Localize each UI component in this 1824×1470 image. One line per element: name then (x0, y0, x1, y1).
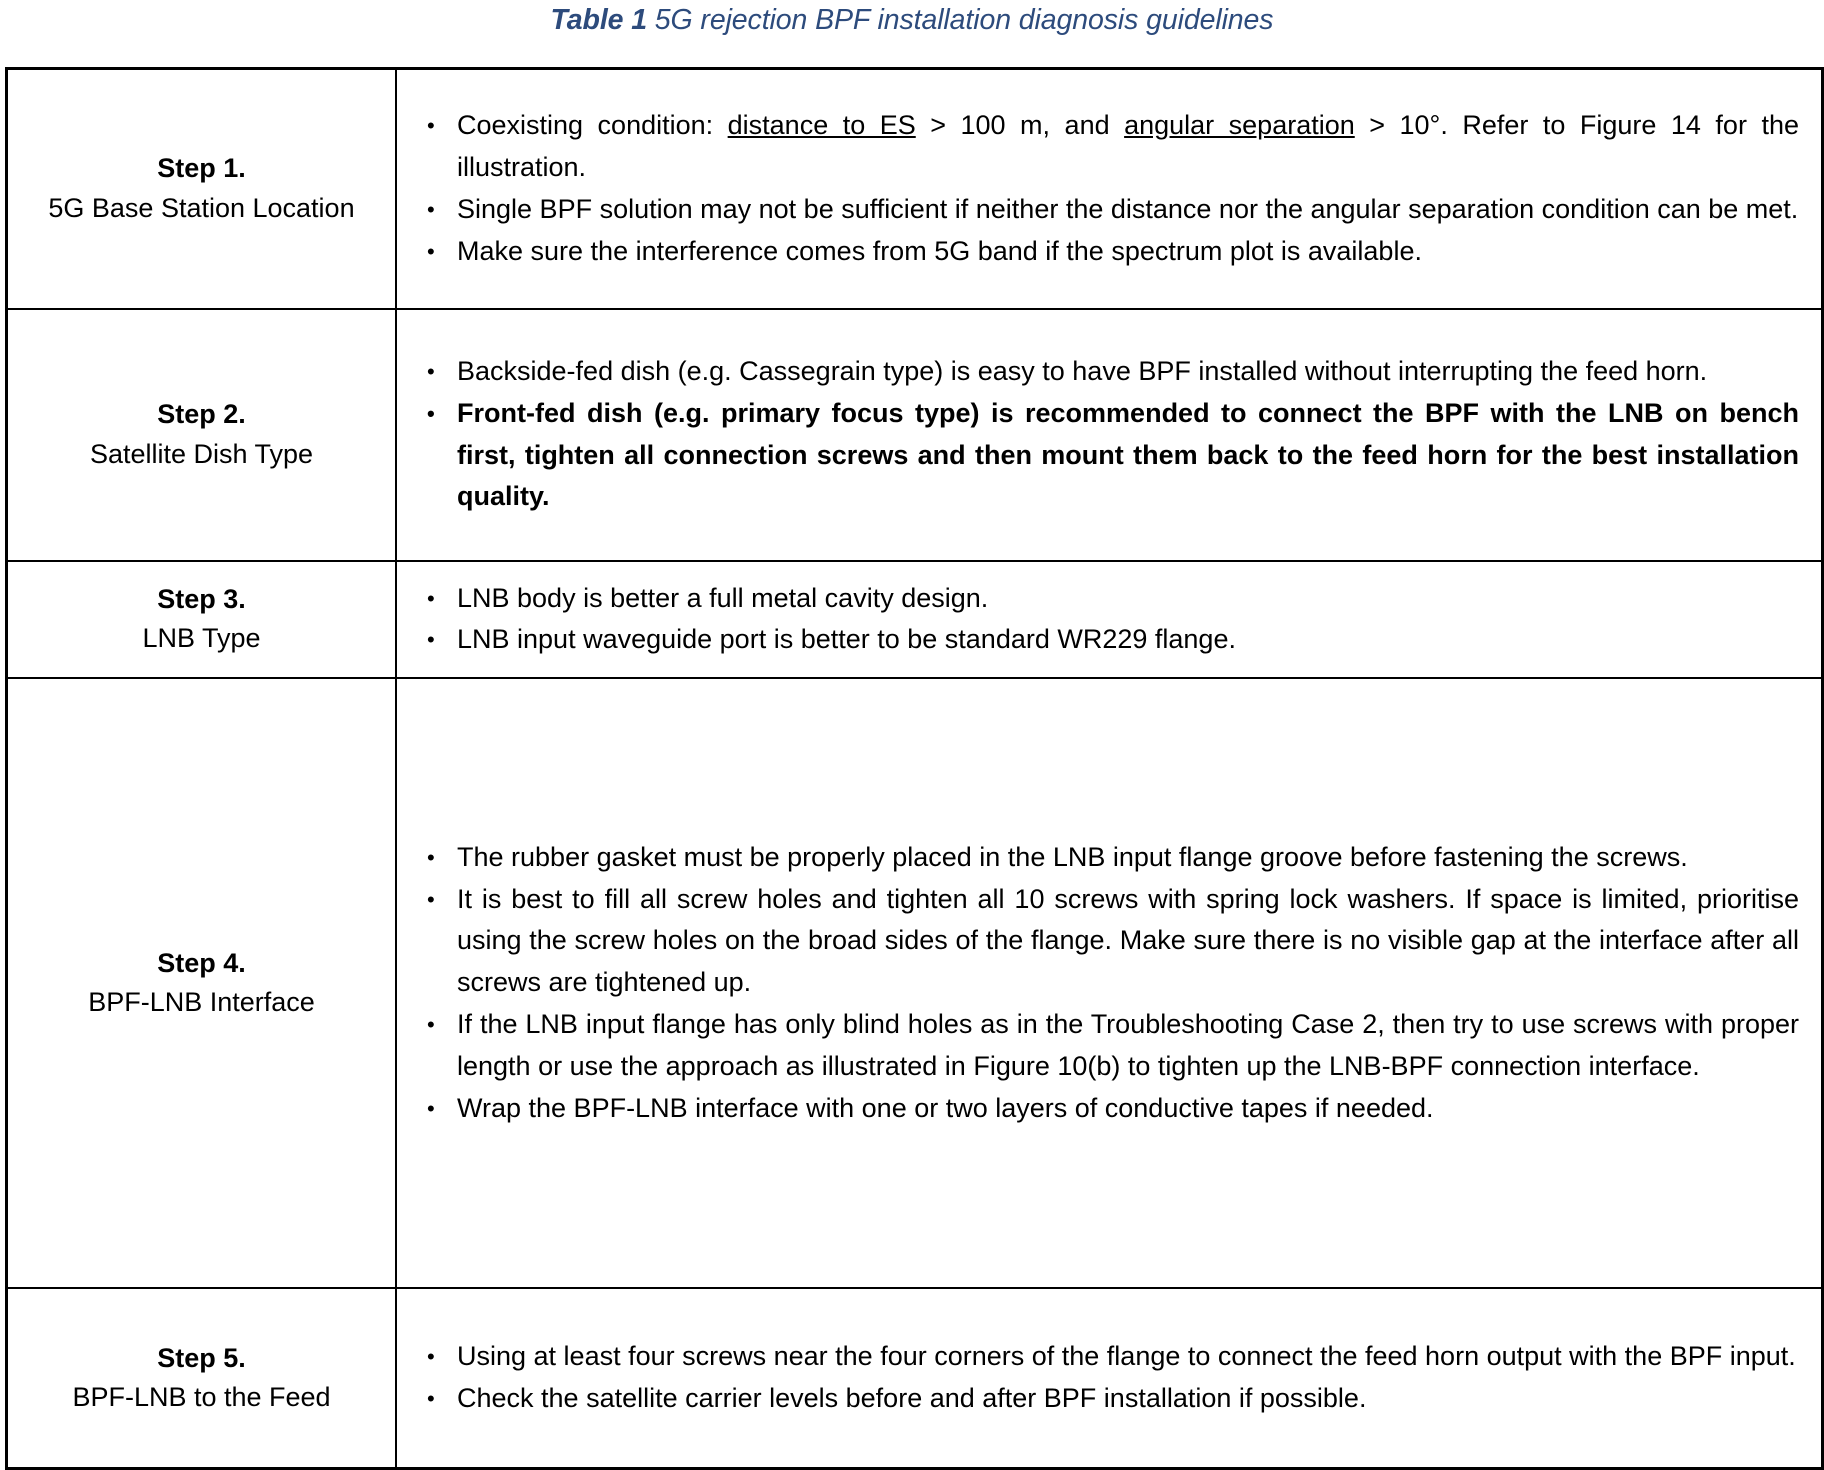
step-label-cell (7, 69, 397, 309)
bullet-list (411, 578, 1799, 662)
bullet-list (411, 837, 1799, 1131)
step-content (397, 821, 1821, 1147)
bullet-text: It is best to fill all screw holes and tighten all 10 screws with spring lock washers. If space is limited, prioritise using the screw holes on the broad sides of the flange. Make sure there is no visible gap at the interface after all screws are tightened up. (457, 883, 1799, 998)
step-content (397, 335, 1821, 535)
bullet-text: LNB input waveguide port is better to be standard WR229 flange. (457, 624, 1236, 655)
step-label-cell (7, 561, 397, 679)
bullet-text: Front-fed dish (e.g. primary focus type) is recommended to connect the BPF with the LNB on bench first, tighten all connection screws and then mount them back to the feed horn for the best installation quality. (457, 397, 1799, 512)
step-content (397, 1320, 1821, 1436)
bullet-text: Wrap the BPF-LNB interface with one or two layers of conductive tapes if needed. (457, 1093, 1434, 1124)
step-content-cell (396, 69, 1823, 309)
step-subtitle: Satellite Dish Type (89, 438, 314, 469)
table-caption-text: 5G rejection BPF installation diagnosis guidelines (646, 4, 1274, 36)
step-label (8, 139, 395, 238)
table-row (7, 1288, 1823, 1468)
bullet-list (411, 1336, 1799, 1420)
step-subtitle: 5G Base Station Location (48, 192, 355, 223)
bullet-text: Coexisting condition: (457, 109, 728, 140)
step-content (397, 562, 1821, 678)
bullet-text: Make sure the interference comes from 5G band if the spectrum plot is available. (457, 235, 1422, 266)
step-content-cell (396, 561, 1823, 679)
step-title: Step 2. (157, 398, 246, 429)
step-title: Step 1. (157, 153, 246, 184)
bullet-text: Using at least four screws near the four corners of the flange to connect the feed horn output with the BPF input. (457, 1341, 1796, 1372)
step-label (8, 385, 395, 484)
bullet-item (457, 393, 1799, 519)
step-content-cell (396, 678, 1823, 1288)
bullet-text: > 100 m, and (915, 109, 1125, 140)
underlined-term: distance to ES (727, 109, 916, 140)
bullet-text: Single BPF solution may not be sufficient if neither the distance nor the angular separation condition can be met. (457, 193, 1799, 224)
step-subtitle: LNB Type (142, 623, 261, 654)
bullet-item (457, 837, 1799, 879)
bullet-item (457, 1336, 1799, 1378)
step-label (8, 934, 395, 1033)
table-row (7, 69, 1823, 309)
step-subtitle: BPF-LNB to the Feed (72, 1382, 331, 1413)
table-row (7, 309, 1823, 561)
bullet-item (457, 578, 1799, 620)
bullet-item (457, 1378, 1799, 1420)
step-content (397, 89, 1821, 289)
step-label-cell (7, 309, 397, 561)
bullet-text: The rubber gasket must be properly placed in the LNB input flange groove before fastening the screws. (457, 841, 1688, 872)
table-row (7, 561, 1823, 679)
table-caption (0, 4, 1824, 37)
bullet-text: Backside-fed dish (e.g. Cassegrain type) is easy to have BPF installed without interrupting the feed horn. (457, 355, 1708, 386)
bullet-item (457, 231, 1799, 273)
step-label (8, 1329, 395, 1428)
bullet-list (411, 351, 1799, 519)
bullet-item (457, 619, 1799, 661)
bullet-text: Check the satellite carrier levels before and after BPF installation if possible. (457, 1383, 1367, 1414)
step-content-cell (396, 1288, 1823, 1468)
step-title: Step 4. (157, 947, 246, 978)
bullet-list (411, 105, 1799, 273)
guidelines-table (5, 67, 1824, 1470)
bullet-item (457, 1088, 1799, 1130)
underlined-term: angular separation (1124, 109, 1355, 140)
bullet-item (457, 351, 1799, 393)
step-content-cell (396, 309, 1823, 561)
bullet-text: > 10°. Refer to Figure 14 for the illustration. (457, 109, 1799, 182)
bullet-text: LNB body is better a full metal cavity design. (457, 582, 989, 613)
bullet-item (457, 1004, 1799, 1088)
table-caption-label: Table 1 (550, 4, 647, 36)
step-subtitle: BPF-LNB Interface (88, 987, 315, 1018)
bullet-text: If the LNB input flange has only blind holes as in the Troubleshooting Case 2, then try to use screws with proper length or use the approach as illustrated in Figure 10(b) to tighten up the LNB-BPF connection interface. (457, 1009, 1799, 1082)
table-row (7, 678, 1823, 1288)
bullet-item (457, 105, 1799, 189)
step-title: Step 3. (157, 583, 246, 614)
step-label-cell (7, 1288, 397, 1468)
step-label-cell (7, 678, 397, 1288)
step-label (8, 570, 395, 669)
table-body (7, 69, 1823, 1469)
bullet-item (457, 879, 1799, 1005)
step-title: Step 5. (157, 1342, 246, 1373)
bullet-item (457, 189, 1799, 231)
